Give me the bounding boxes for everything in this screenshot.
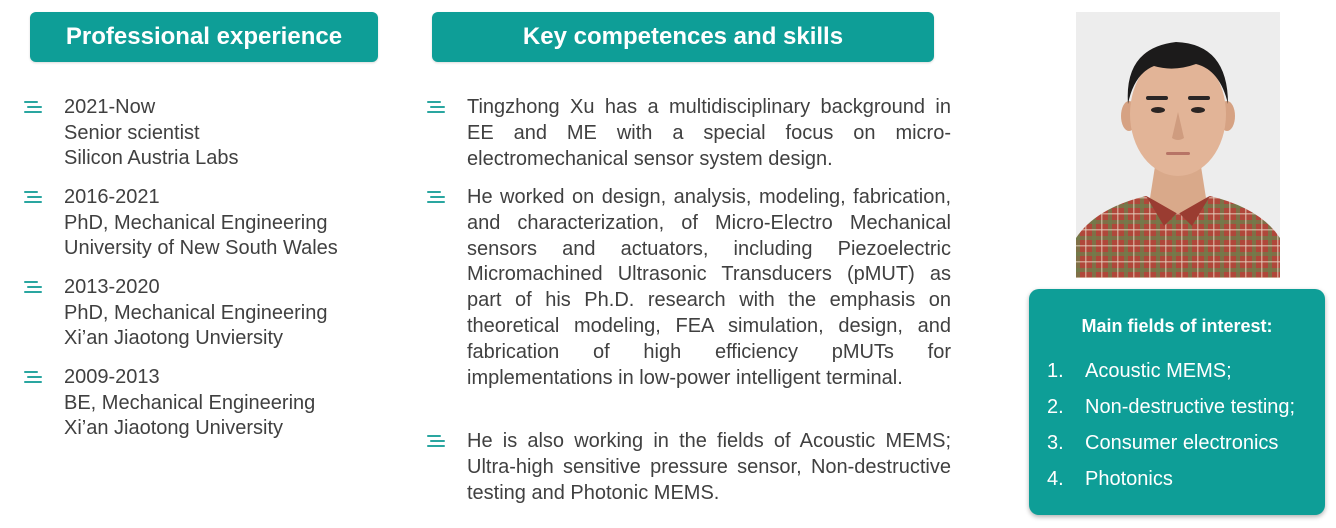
- interest-item: [1047, 396, 1295, 419]
- list-lines-icon: [24, 191, 44, 207]
- list-lines-icon: [24, 101, 44, 117]
- list-lines-icon: [24, 371, 44, 387]
- experience-item: [64, 365, 315, 442]
- experience-item: [64, 185, 338, 262]
- interest-label: Acoustic MEMS;: [1085, 360, 1232, 382]
- professional-experience-header: [30, 12, 378, 62]
- experience-period: 2013-2020: [64, 276, 160, 298]
- list-lines-icon: [427, 101, 447, 117]
- experience-org: Silicon Austria Labs: [64, 147, 239, 169]
- experience-org: Xi’an Jiaotong University: [64, 417, 283, 439]
- experience-period: 2009-2013: [64, 366, 160, 388]
- interest-number: 1.: [1047, 360, 1064, 382]
- interest-label: Photonics: [1085, 468, 1173, 490]
- experience-role: Senior scientist: [64, 121, 200, 144]
- experience-role: PhD, Mechanical Engineering: [64, 211, 328, 234]
- fields-of-interest-panel: [1029, 289, 1325, 515]
- experience-item: [64, 95, 239, 172]
- portrait-photo: [1076, 12, 1280, 278]
- experience-role: PhD, Mechanical Engineering: [64, 301, 328, 324]
- skill-paragraph: He is also working in the fields of Acoustic MEMS; Ultra-high sensitive pressure sensor, Non-destructive testing and Photonic MEMS.: [467, 430, 951, 504]
- experience-org: University of New South Wales: [64, 237, 338, 259]
- experience-period: 2021-Now: [64, 96, 156, 118]
- list-lines-icon: [427, 191, 447, 207]
- interest-item: [1047, 468, 1173, 491]
- interest-number: 2.: [1047, 396, 1064, 418]
- interest-item: [1047, 432, 1278, 455]
- key-competences-title: Key competences and skills: [522, 23, 844, 50]
- experience-period: 2016-2021: [64, 186, 160, 208]
- experience-org: Xi’an Jiaotong Unviersity: [64, 327, 283, 349]
- fields-of-interest-title: Main fields of interest:: [1081, 316, 1273, 336]
- key-competences-header: [432, 12, 934, 62]
- interest-number: 4.: [1047, 468, 1064, 490]
- experience-item: [64, 275, 328, 352]
- professional-experience-title: Professional experience: [65, 23, 343, 50]
- skill-paragraph: Tingzhong Xu has a multidisciplinary background in EE and ME with a special focus on micro-electromechanical sensor system design.: [467, 96, 951, 170]
- interest-number: 3.: [1047, 432, 1064, 454]
- interest-item: [1047, 360, 1232, 383]
- skill-paragraph: He worked on design, analysis, modeling, fabrication, and characterization, of Micro-Electro Mechanical sensors and actuators, including Piezoelectric Micromachined Ultrasonic Transducers (pMUT) as part of his Ph.D. research with the emphasis on theoretical modeling, FEA simulation, design, and fabrication of high efficiency pMUTs for implementations in low-power intelligent terminal.: [467, 186, 951, 389]
- list-lines-icon: [24, 281, 44, 297]
- list-lines-icon: [427, 435, 447, 451]
- interest-label: Non-destructive testing;: [1085, 396, 1296, 418]
- interest-label: Consumer electronics: [1085, 432, 1279, 454]
- experience-role: BE, Mechanical Engineering: [64, 391, 316, 414]
